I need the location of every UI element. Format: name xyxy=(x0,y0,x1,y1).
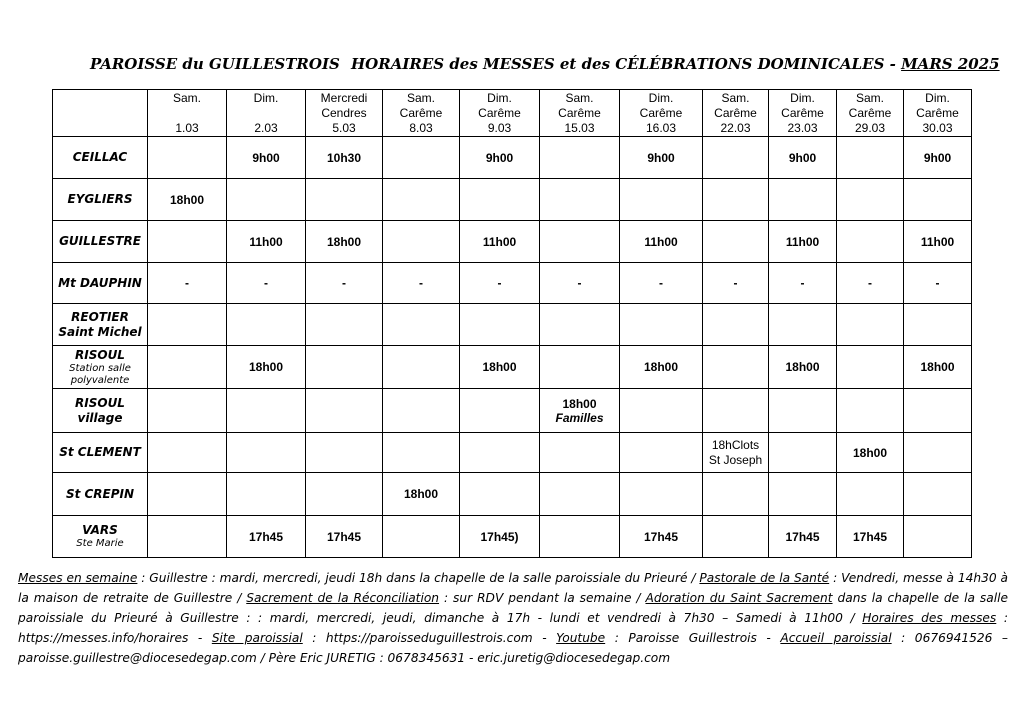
time-cell: 18h00 xyxy=(769,346,837,389)
st-joseph-note: St Joseph xyxy=(708,452,763,467)
time-cell xyxy=(769,433,837,473)
time-cell xyxy=(383,179,460,221)
site-text: : https://paroisseduguillestrois.com - xyxy=(302,631,557,645)
place-name: Mt DAUPHIN xyxy=(53,263,148,304)
time-cell: 18h00 xyxy=(383,473,460,516)
time-cell xyxy=(904,179,972,221)
time-cell xyxy=(148,221,227,263)
familles-note: Familles xyxy=(555,410,604,425)
time-cell xyxy=(383,516,460,558)
time-cell xyxy=(540,389,620,433)
column-header: Dim. 2.03 xyxy=(227,90,306,137)
time-cell xyxy=(703,304,769,346)
adoration-text: dans la chapelle de la salle paroissiale du Prieuré à Guillestre : : mardi, mercredi, jeudi, dimanche à 17h - lundi et vendredi à 7h30 – Samedi à 11h00 / xyxy=(18,591,1008,625)
time-cell: - xyxy=(540,263,620,304)
time-cell: 18h00 xyxy=(460,346,540,389)
time-cell xyxy=(148,389,227,433)
place-name: GUILLESTRE xyxy=(53,221,148,263)
time-cell: 17h45 xyxy=(306,516,383,558)
table-row xyxy=(53,516,972,558)
time-cell xyxy=(540,221,620,263)
time-cell xyxy=(460,433,540,473)
column-header: Dim. Carême 23.03 xyxy=(769,90,837,137)
time-cell xyxy=(148,137,227,179)
time-cell xyxy=(904,304,972,346)
time-cell xyxy=(306,179,383,221)
time-cell xyxy=(148,346,227,389)
time-cell: 18h00 xyxy=(306,221,383,263)
column-header: Sam. Carême 22.03 xyxy=(703,90,769,137)
schedule-title-text: HORAIRES des MESSES et des CÉLÉBRATIONS DOMINICALES - xyxy=(351,55,902,73)
schedule-month: MARS 2025 xyxy=(901,55,1000,73)
place-sub: Ste Marie xyxy=(76,538,124,549)
time-cell xyxy=(769,473,837,516)
time-cell xyxy=(306,304,383,346)
site-label: Site paroissial xyxy=(211,631,303,645)
place-name xyxy=(53,346,148,389)
time-cell xyxy=(306,473,383,516)
time-cell xyxy=(620,179,703,221)
schedule-title xyxy=(351,55,1000,73)
time-cell xyxy=(837,137,904,179)
time-cell xyxy=(148,516,227,558)
column-header: Sam. Carême 15.03 xyxy=(540,90,620,137)
time-cell xyxy=(306,389,383,433)
time-cell xyxy=(540,346,620,389)
time-cell xyxy=(703,516,769,558)
time-cell: 9h00 xyxy=(769,137,837,179)
column-header: Sam. Carême 29.03 xyxy=(837,90,904,137)
time-cell xyxy=(703,389,769,433)
time-cell: 9h00 xyxy=(460,137,540,179)
time-cell xyxy=(540,516,620,558)
time-cell: - xyxy=(306,263,383,304)
time-cell: - xyxy=(227,263,306,304)
table-row xyxy=(53,221,972,263)
place-sub: village xyxy=(77,410,123,425)
header-row xyxy=(53,90,972,137)
table-row xyxy=(53,433,972,473)
time-cell xyxy=(904,389,972,433)
time-cell xyxy=(306,346,383,389)
time-cell xyxy=(383,137,460,179)
time-cell xyxy=(703,346,769,389)
time-cell: 18h00 xyxy=(904,346,972,389)
column-header: Mercredi Cendres 5.03 xyxy=(306,90,383,137)
place-main: RISOUL xyxy=(75,347,125,362)
place-name: St CLEMENT xyxy=(53,433,148,473)
time-cell xyxy=(383,346,460,389)
reconciliation-label: Sacrement de la Réconciliation xyxy=(246,591,440,605)
time-cell: 11h00 xyxy=(904,221,972,263)
table-row xyxy=(53,346,972,389)
time-cell: 17h45) xyxy=(460,516,540,558)
time-cell xyxy=(460,473,540,516)
time-cell xyxy=(769,389,837,433)
messes-semaine-label: Messes en semaine xyxy=(18,571,138,585)
reconciliation-text: : sur RDV pendant la semaine / xyxy=(439,591,646,605)
place-name: St CREPIN xyxy=(53,473,148,516)
time-cell xyxy=(227,389,306,433)
time-cell xyxy=(620,304,703,346)
time-cell xyxy=(383,304,460,346)
time-cell xyxy=(227,473,306,516)
pastorale-text: : Vendredi, messe à 14h30 à la maison de retraite de Guillestre / xyxy=(18,571,1009,605)
time-cell xyxy=(148,473,227,516)
column-header: Sam. Carême 8.03 xyxy=(383,90,460,137)
document-title xyxy=(0,55,1024,79)
youtube-label: Youtube xyxy=(556,631,606,645)
table-row xyxy=(53,304,972,346)
footer-notes xyxy=(18,568,1008,668)
time-cell: - xyxy=(769,263,837,304)
time-cell xyxy=(383,221,460,263)
time-value: 18hClots xyxy=(711,437,760,452)
time-cell: - xyxy=(148,263,227,304)
time-cell xyxy=(460,389,540,433)
time-cell xyxy=(540,473,620,516)
time-cell: - xyxy=(904,263,972,304)
time-cell: - xyxy=(383,263,460,304)
time-cell xyxy=(703,179,769,221)
time-cell: 11h00 xyxy=(620,221,703,263)
time-cell: 17h45 xyxy=(620,516,703,558)
time-cell xyxy=(148,433,227,473)
time-cell: 9h00 xyxy=(620,137,703,179)
place-name xyxy=(53,304,148,346)
time-cell: 17h45 xyxy=(837,516,904,558)
time-cell: 10h30 xyxy=(306,137,383,179)
time-cell xyxy=(383,433,460,473)
time-cell xyxy=(227,179,306,221)
place-sub: Station salle polyvalente xyxy=(69,362,131,386)
time-cell xyxy=(383,389,460,433)
place-name xyxy=(53,516,148,558)
time-cell: 17h45 xyxy=(227,516,306,558)
time-cell xyxy=(837,473,904,516)
column-header: Dim. Carême 30.03 xyxy=(904,90,972,137)
time-cell: - xyxy=(460,263,540,304)
column-header: Sam. 1.03 xyxy=(148,90,227,137)
time-cell xyxy=(904,473,972,516)
time-cell xyxy=(460,179,540,221)
table-row xyxy=(53,137,972,179)
time-cell xyxy=(703,137,769,179)
time-cell xyxy=(837,346,904,389)
time-cell xyxy=(306,433,383,473)
horaires-label: Horaires des messes xyxy=(862,611,997,625)
table-row xyxy=(53,389,972,433)
time-cell xyxy=(540,137,620,179)
place-main: VARS xyxy=(82,523,118,537)
time-cell: 9h00 xyxy=(904,137,972,179)
time-cell: - xyxy=(703,263,769,304)
corner-cell xyxy=(53,90,148,137)
time-cell xyxy=(540,433,620,473)
column-header: Dim. Carême 16.03 xyxy=(620,90,703,137)
time-cell xyxy=(620,433,703,473)
youtube-text: : Paroisse Guillestrois - xyxy=(605,631,781,645)
schedule-table xyxy=(52,89,972,558)
time-cell xyxy=(460,304,540,346)
time-cell: 11h00 xyxy=(460,221,540,263)
table-row xyxy=(53,473,972,516)
time-cell xyxy=(837,304,904,346)
time-cell xyxy=(837,221,904,263)
time-cell xyxy=(703,473,769,516)
table-row xyxy=(53,263,972,304)
place-name: CEILLAC xyxy=(53,137,148,179)
time-cell xyxy=(837,179,904,221)
place-main: REOTIER xyxy=(71,309,129,324)
time-cell: 9h00 xyxy=(227,137,306,179)
parish-name: PAROISSE du GUILLESTROIS xyxy=(90,55,340,73)
adoration-label: Adoration du Saint Sacrement xyxy=(645,591,833,605)
time-cell: 18h00 xyxy=(227,346,306,389)
table-row xyxy=(53,179,972,221)
time-cell: 18h00 xyxy=(837,433,904,473)
place-name: EYGLIERS xyxy=(53,179,148,221)
horaires-text: : https://messes.info/horaires - xyxy=(18,611,1008,645)
place-sub: Saint Michel xyxy=(58,324,142,339)
time-cell xyxy=(540,179,620,221)
column-header: Dim. Carême 9.03 xyxy=(460,90,540,137)
time-cell xyxy=(769,304,837,346)
time-cell: - xyxy=(837,263,904,304)
time-cell xyxy=(904,433,972,473)
time-cell: 18h00 xyxy=(148,179,227,221)
time-value: 18h00 xyxy=(562,396,597,411)
time-cell xyxy=(904,516,972,558)
time-cell xyxy=(703,221,769,263)
time-cell xyxy=(837,389,904,433)
time-cell xyxy=(148,304,227,346)
time-cell xyxy=(620,473,703,516)
place-main: RISOUL xyxy=(75,395,125,410)
accueil-text: : 0676941526 – paroisse.guillestre@diocesedegap.com / Père Eric JURETIG : 0678345631 - eric.juretig@diocesedegap.com xyxy=(18,631,1008,665)
place-name xyxy=(53,389,148,433)
time-cell: 17h45 xyxy=(769,516,837,558)
messes-semaine-text: : Guillestre : mardi, mercredi, jeudi 18h dans la chapelle de la salle paroissiale du Prieuré / xyxy=(137,571,700,585)
time-cell: 11h00 xyxy=(227,221,306,263)
time-cell xyxy=(620,389,703,433)
time-cell xyxy=(769,179,837,221)
pastorale-label: Pastorale de la Santé xyxy=(699,571,830,585)
time-cell: 11h00 xyxy=(769,221,837,263)
accueil-label: Accueil paroissial xyxy=(780,631,892,645)
time-cell: 18h00 xyxy=(620,346,703,389)
time-cell xyxy=(703,433,769,473)
time-cell xyxy=(227,433,306,473)
time-cell xyxy=(227,304,306,346)
time-cell xyxy=(540,304,620,346)
time-cell: - xyxy=(620,263,703,304)
